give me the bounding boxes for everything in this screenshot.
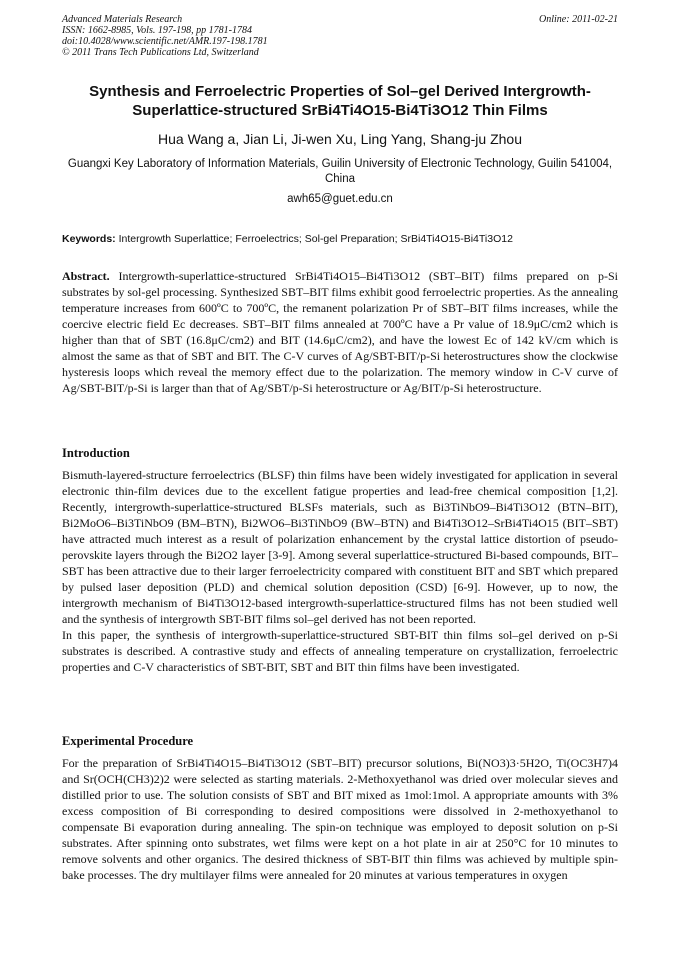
affiliation: Guangxi Key Laboratory of Information Materials, Guilin University of Electronic Technology, Guilin 541004, China: [67, 158, 613, 185]
keywords-text: Intergrowth Superlattice; Ferroelectrics; Sol-gel Preparation; SrBi4Ti4O15-Bi4Ti3O12: [118, 233, 513, 245]
experimental-body: [62, 755, 618, 883]
copyright-line: © 2011 Trans Tech Publications Ltd, Switzerland: [62, 47, 259, 58]
abstract-label: Abstract.: [62, 269, 110, 283]
abstract: [62, 268, 618, 396]
introduction-paragraph-1: Bismuth-layered-structure ferroelectrics (BLSF) thin films have been widely investigated for application in several electronic thin-film devices due to the excellent fatigue properties and lead-free chemical composition [1,2]. Recently, intergrowth-superlattice-structured BLSFs materials, such as Bi3TiNbO9–Bi4Ti3O12 (BTN–BIT), Bi2MoO6–Bi3TiNbO9 (BM–BTN), Bi2WO6–Bi3TiNbO9 (BW–BTN) and Bi4Ti3O12–SrBi4Ti4O15 (BIT–SBT) have attracted much interest as a result of polarization enhancement by the crystal lattice distortion of pseudo-perovskite layers through the Bi2O2 layer [3-9]. Among several superlattice-structured Bi-based compounds, BIT–SBT has been attractive due to their larger ferroelectricity compared with constituent BIT and SBT which prepared by pulsed laser deposition (PLD) and chemical solution deposition (CSD) [6-9]. However, up to now, the intergrowth mechanism of Bi4Ti3O12-based intergrowth-superlattice-structured films has not been studied well and the synthesis of intergrowth SBT-BIT films sol–gel derived has not been reported.: [62, 468, 618, 626]
author-list: Hua Wang a, Jian Li, Ji-wen Xu, Ling Yang, Shang-ju Zhou: [158, 131, 522, 147]
experimental-paragraph-1: For the preparation of SrBi4Ti4O15–Bi4Ti3O12 (SBT–BIT) precursor solutions, Bi(NO3)3·5H2O, Ti(OC3H7)4 and Sr(OCH(CH3)2)2 were selected as starting materials. 2-Methoxyethanol was dried over molecular sieves and distilled prior to use. The solution consists of SBT and BIT mixed as 1mol:1mol. A appropriate amounts with 3% excess composition of Bi corresponding to desired compositions were dissolved in 2-methoxyethanol to compensate Bi evaporation during annealing. The spin-on technique was employed to deposit solution on p-Si substrates. After spinning onto substrates, wet films were kept on a hot plate in air at 250°C for 10 minutes to remove solvents and other organics. The desired thickness of SBT-BIT thin films was achieved by multiple spin-bake processes. The dry multilayer films were annealed for 20 minutes at various temperatures in oxygen: [62, 756, 618, 882]
keywords-label: Keywords:: [62, 233, 116, 245]
abstract-text: Intergrowth-superlattice-structured SrBi4Ti4O15–Bi4Ti3O12 (SBT–BIT) films prepared on p-Si substrates by sol-gel processing. Synthesized SBT–BIT films exhibit good ferroelectric properties. As the annealing temperature increases from 600ºC to 700ºC, the remanent polarization Pr of SBT–BIT films increases, while the coercive electric field Ec decreases. SBT–BIT films annealed at 700ºC have a Pr value of 18.9μC/cm2 which is higher than that of SBT (16.8μC/cm2) and BIT (14.6μC/cm2), and have the lowest Ec of 142 kV/cm which is almost the same as that of SBT and BIT. The C-V curves of Ag/SBT-BIT/p-Si heterostructures show the clockwise hysteresis loops which reveal the memory effect due to the polarization. The memory window in C-V curve of Ag/SBT-BIT/p-Si is larger than that of Ag/SBT/p-Si heterostructure or Ag/BIT/p-Si heterostructure.: [62, 269, 619, 395]
introduction-body: [62, 467, 618, 675]
introduction-heading: Introduction: [62, 446, 130, 460]
paper-title: Synthesis and Ferroelectric Properties of Sol–gel Derived Intergrowth-Superlattice-structured SrBi4Ti4O15-Bi4Ti3O12 Thin Films: [89, 83, 591, 119]
online-date: Online: 2011-02-21: [539, 14, 618, 25]
experimental-heading: Experimental Procedure: [62, 734, 194, 748]
keywords-line: [62, 232, 618, 246]
journal-name: Advanced Materials Research: [62, 14, 183, 25]
author-email: awh65@guet.edu.cn: [287, 193, 393, 205]
doi-line: doi:10.4028/www.scientific.net/AMR.197-198.1781: [62, 36, 268, 47]
introduction-paragraph-2: In this paper, the synthesis of intergrowth-superlattice-structured SBT-BIT thin films sol–gel derived on p-Si substrates is described. A contrastive study and effects of annealing temperature on crystallization, ferroelectric properties and C-V characteristics of SBT-BIT, SBT and BIT thin films have been investigated.: [62, 628, 618, 674]
issn-line: ISSN: 1662-8985, Vols. 197-198, pp 1781-1784: [62, 25, 252, 36]
journal-header: [62, 14, 618, 58]
